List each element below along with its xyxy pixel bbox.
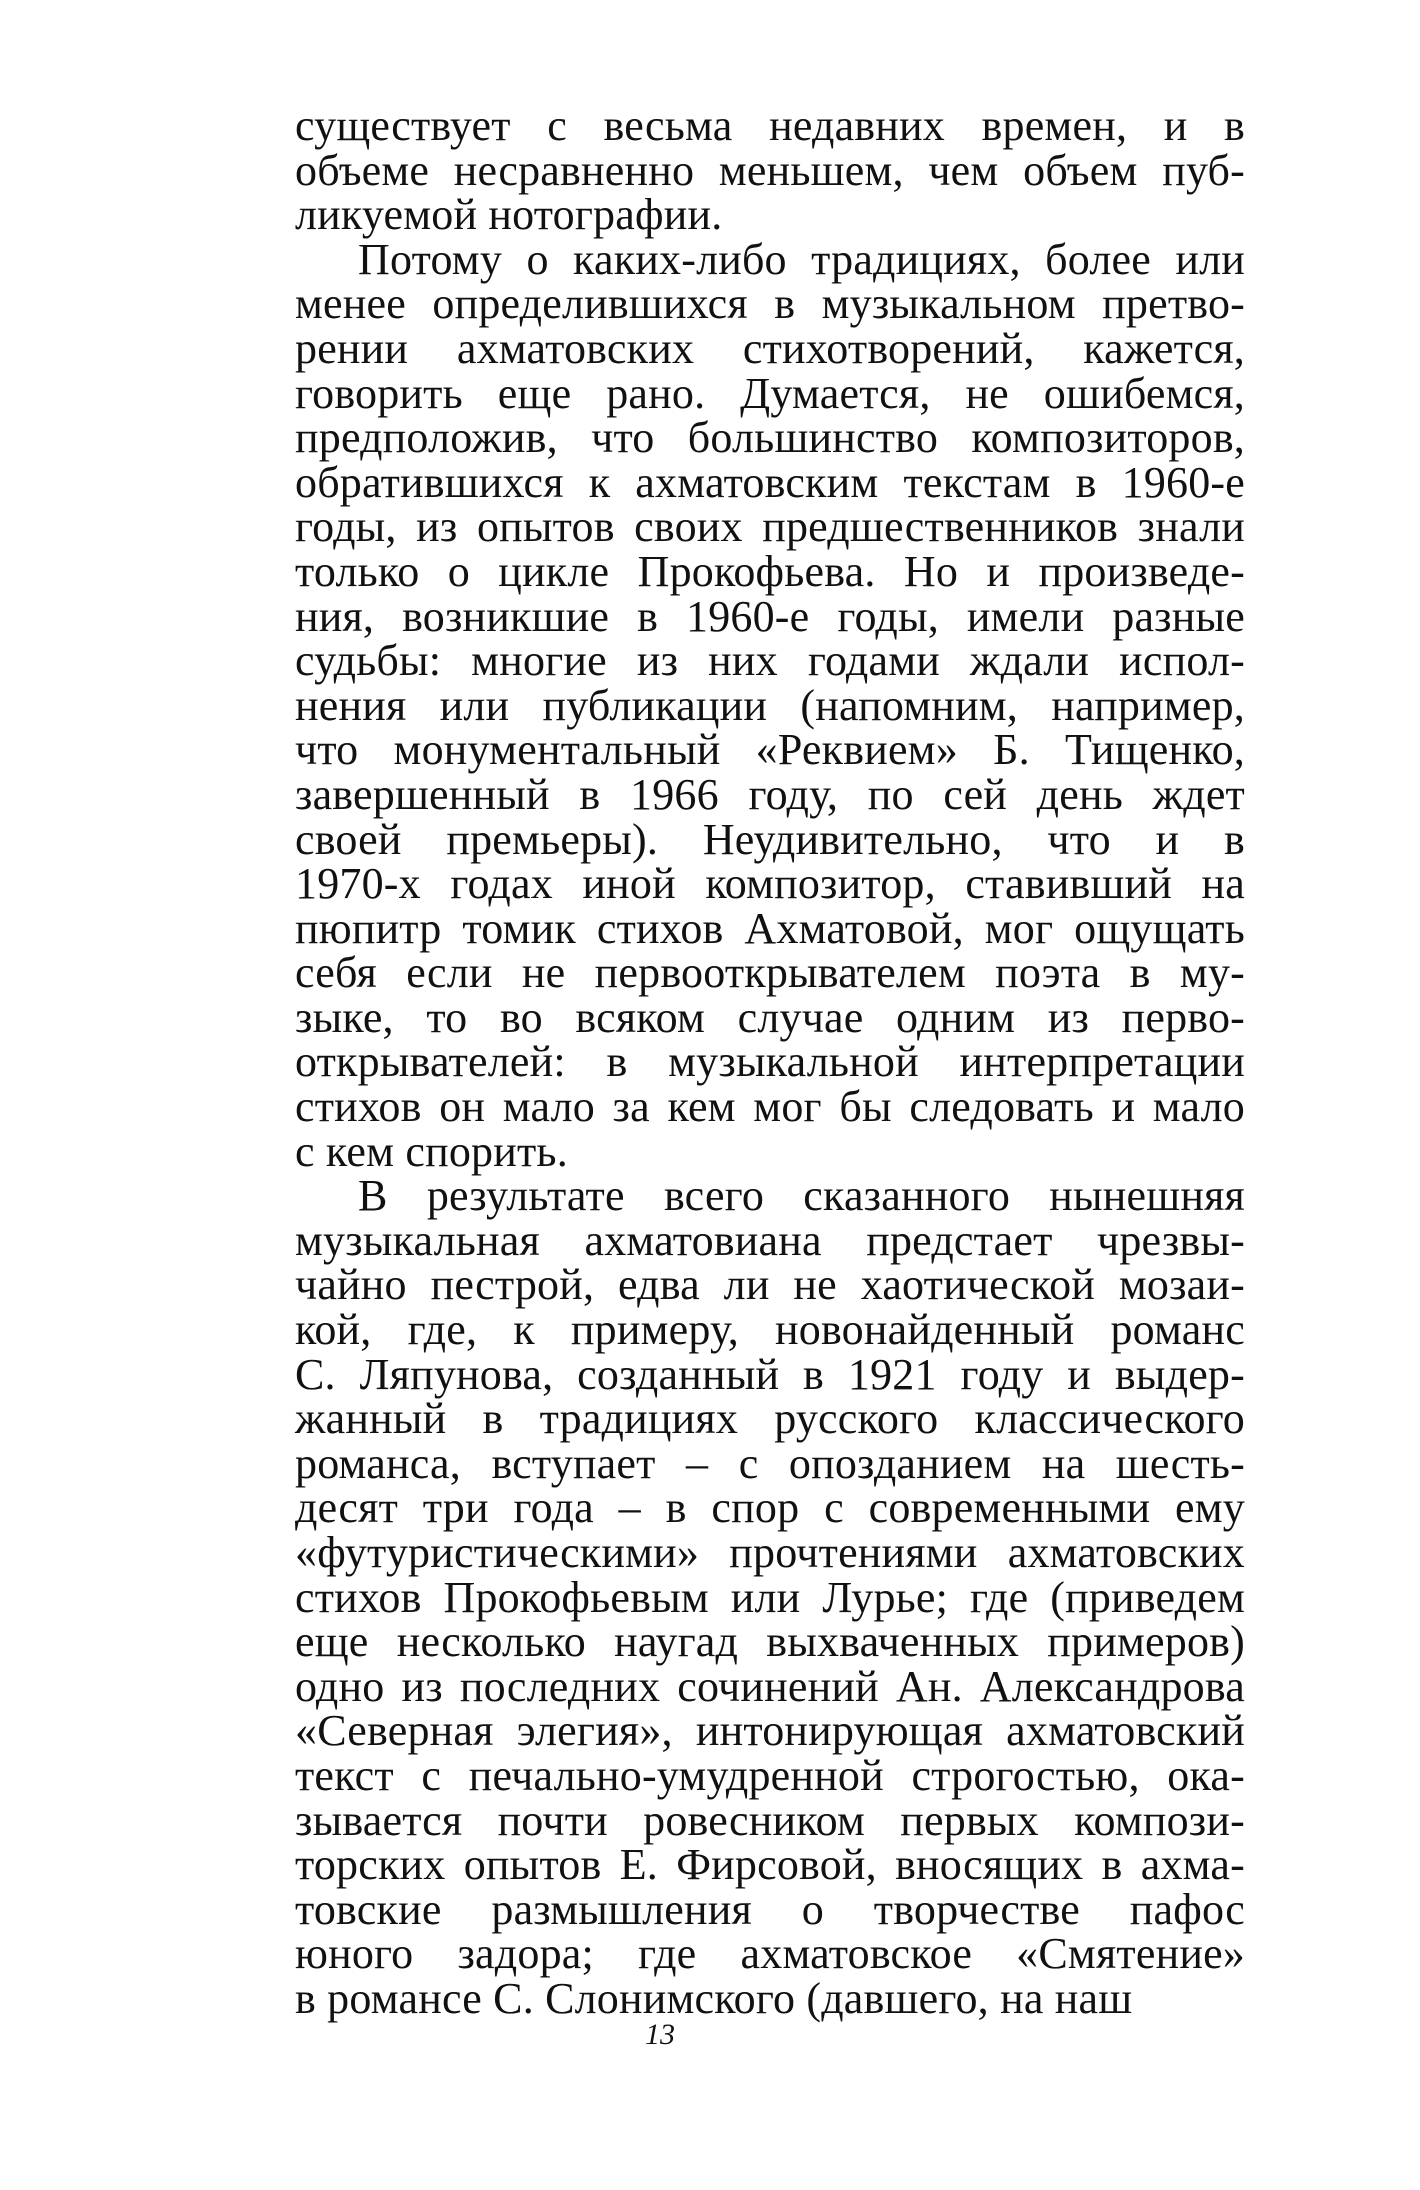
text-line: чайно пестрой, едва ли не хаотической мозаи- [295,1260,1245,1310]
text-line: юного задора; где ахматовское «Смятение» [295,1929,1245,1979]
text-line: себя если не первооткрывателем поэта в му- [295,948,1245,998]
text-line: товские размышления о творчестве пафос [295,1884,1245,1934]
text-line: «Северная элегия», интонирующая ахматовский [295,1706,1245,1756]
text-line: обратившихся к ахматовским текстам в 1960-е [295,457,1245,507]
text-line: только о цикле Прокофьева. Но и произведе- [295,546,1245,596]
text-line: судьбы: многие из них годами ждали испол- [295,636,1245,686]
text-line: стихов он мало за кем мог бы следовать и мало [295,1082,1245,1132]
text-line: годы, из опытов своих предшественников знали [295,502,1245,552]
text-line: существует с весьма недавних времен, и в [295,101,1245,150]
text-line: в романсе С. Слонимского (давшего, на наш [295,1973,1133,2023]
text-line: жанный в традициях русского классического [295,1394,1245,1444]
text-line: кой, где, к примеру, новонайденный романс [295,1305,1245,1355]
text-line: предположив, что большинство композиторов, [295,413,1245,463]
text-line: пюпитр томик стихов Ахматовой, мог ощущать [295,903,1245,953]
text-line: менее определившихся в музыкальном претво- [295,279,1245,329]
paragraph [295,234,1245,1176]
text-line: что монументальный «Реквием» Б. Тищенко, [295,725,1245,775]
text-line: В результате всего сказанного нынешняя [358,1171,1245,1221]
text-line: «футуристическими» прочтениями ахматовских [295,1528,1245,1577]
text-line: десят три года – в спор с современными ему [295,1483,1245,1533]
text-line: С. Ляпунова, созданный в 1921 году и выдер- [295,1349,1245,1399]
text-line: с кем спорить. [295,1126,568,1176]
text-line: Потому о каких-либо традициях, более или [358,234,1245,284]
text-line: ния, возникшие в 1960-е годы, имели разные [295,591,1245,641]
text-line: ликуемой нотографии. [295,190,723,240]
text-line: рении ахматовских стихотворений, кажется, [295,323,1245,373]
text-line: своей премьеры). Неудивительно, что и в [295,814,1245,864]
body-text [295,101,1245,2023]
paragraph [295,101,1245,240]
text-line: завершенный в 1966 году, по сей день ждет [295,769,1245,819]
text-line: нения или публикации (напомним, например, [295,680,1245,730]
text-line: стихов Прокофьевым или Лурье; где (приведем [295,1572,1245,1622]
text-line: еще несколько наугад выхваченных примеров) [295,1617,1245,1667]
text-line: зыке, то во всяком случае одним из перво- [295,992,1245,1042]
text-line: открывателей: в музыкальной интерпретации [295,1037,1245,1087]
text-line: зывается почти ровесником первых компози- [295,1795,1245,1845]
text-line: музыкальная ахматовиана предстает чрезвы- [295,1215,1245,1265]
text-line: торских опытов Е. Фирсовой, вносящих в ахма- [295,1840,1245,1890]
text-line: говорить еще рано. Думается, не ошибемся, [295,368,1245,418]
text-line: романса, вступает – с опозданием на шесть- [295,1438,1245,1488]
text-line: текст с печально-умудренной строгостью, ока- [295,1750,1245,1800]
text-line: одно из последних сочинений Ан. Александрова [295,1661,1245,1711]
page-number: 13 [645,2018,675,2051]
text-line: 1970-х годах иной композитор, ставивший на [295,859,1245,909]
paragraph [295,1171,1245,2023]
text-line: объеме несравненно меньшем, чем объем пуб- [295,145,1245,195]
